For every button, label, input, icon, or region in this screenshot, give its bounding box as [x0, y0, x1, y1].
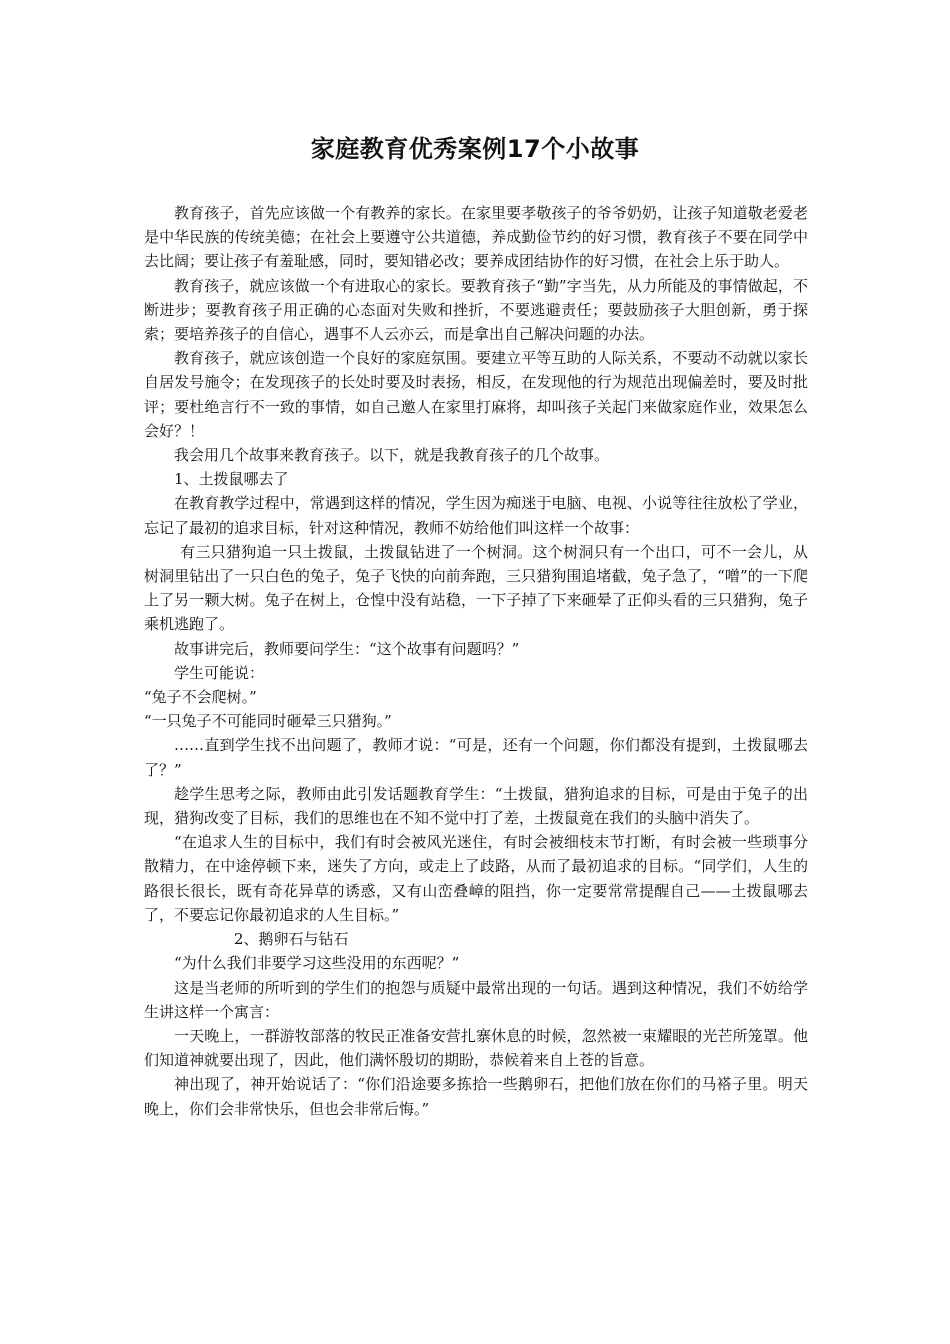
- document-title: 家庭教育优秀案例17个小故事: [310, 135, 640, 163]
- paragraph: 教育孩子，就应该做一个有进取心的家长。要教育孩子“勤”字当先，从力所能及的事情做起，不断进步；要教育孩子用正确的心态面对失败和挫折，不要逃避责任；要鼓励孩子大胆创新，勇于探索；要培养孩子的自信心，遇事不人云亦云，而是拿出自己解决问题的办法。: [144, 276, 808, 344]
- paragraph: “在追求人生的目标中，我们有时会被风光迷住，有时会被细枝末节打断，有时会被一些琐事分散精力，在中途停顿下来，迷失了方向，或走上了歧路，从而了最初追求的目标。“同学们，人生的路很长很长，既有奇花异草的诱惑，又有山峦叠嶂的阻挡，你一定要常常提醒自己——土拨鼠哪去了，不要忘记你最初追求的人生目标。”: [144, 833, 808, 924]
- paragraph: ……直到学生找不出问题了，教师才说：“可是，还有一个问题，你们都没有提到，土拨鼠哪去了？”: [144, 736, 808, 779]
- paragraph: 神出现了，神开始说话了：“你们沿途要多拣拾一些鹅卵石，把他们放在你们的马褡子里。明天晚上，你们会非常快乐，但也会非常后悔。”: [144, 1075, 808, 1118]
- paragraph: 在教育教学过程中，常遇到这样的情况，学生因为痴迷于电脑、电视、小说等往往放松了学业，忘记了最初的追求目标，针对这种情况，教师不妨给他们叫这样一个故事：: [144, 494, 808, 537]
- paragraph: 一天晚上，一群游牧部落的牧民正准备安营扎寨休息的时候，忽然被一束耀眼的光芒所笼罩。他们知道神就要出现了，因此，他们满怀殷切的期盼，恭候着来自上苍的旨意。: [144, 1026, 808, 1070]
- paragraph: 这是当老师的所听到的学生们的抱怨与质疑中最常出现的一句话。遇到这种情况，我们不妨给学生讲这样一个寓言：: [144, 978, 808, 1021]
- quote-line: “一只兔子不可能同时砸晕三只猎狗。”: [144, 712, 392, 731]
- paragraph: 教育孩子，首先应该做一个有教养的家长。在家里要孝敬孩子的爷爷奶奶，让孩子知道敬老爱老是中华民族的传统美德；在社会上要遵守公共道德，养成勤俭节约的好习惯，教育孩子不要在同学中去比阔；要让孩子有羞耻感，同时，要知错必改；要养成团结协作的好习惯，在社会上乐于助人。: [144, 204, 808, 271]
- paragraph: 故事讲完后，教师要问学生：“这个故事有问题吗？”: [174, 639, 520, 658]
- quote-line: “兔子不会爬树。”: [144, 688, 257, 707]
- section-heading: 1、土拨鼠哪去了: [174, 470, 289, 489]
- paragraph: 教育孩子，就应该创造一个良好的家庭氛围。要建立平等互助的人际关系，不要动不动就以家长自居发号施令；在发现孩子的长处时要及时表扬，相反，在发现他的行为规范出现偏差时，要及时批评；要杜绝言行不一致的事情，如自己邀人在家里打麻将，却叫孩子关起门来做家庭作业，效果怎么会好？！: [144, 349, 808, 440]
- paragraph: 学生可能说：: [174, 663, 265, 682]
- paragraph: 我会用几个故事来教育孩子。以下，就是我教育孩子的几个故事。: [174, 446, 610, 465]
- paragraph: 有三只猎狗追一只土拨鼠，土拨鼠钻进了一个树洞。这个树洞只有一个出口，可不一会儿，从树洞里钻出了一只白色的兔子，兔子飞快的向前奔跑，三只猎狗围追堵截，兔子急了，“噌”的一下爬上了另一颗大树。兔子在树上，仓惶中没有站稳，一下子掉了下来砸晕了正仰头看的三只猎狗，兔子乘机逃跑了。: [144, 542, 808, 634]
- document-body: [144, 201, 808, 1121]
- section-heading: 2、鹅卵石与钻石: [234, 930, 349, 949]
- paragraph: “为什么我们非要学习这些没用的东西呢？”: [174, 954, 460, 973]
- paragraph: 趁学生思考之际，教师由此引发话题教育学生：“土拨鼠，猎狗追求的目标，可是由于兔子的出现，猎狗改变了目标，我们的思维也在不知不觉中打了差，土拨鼠竟在我们的头脑中消失了。: [144, 784, 808, 828]
